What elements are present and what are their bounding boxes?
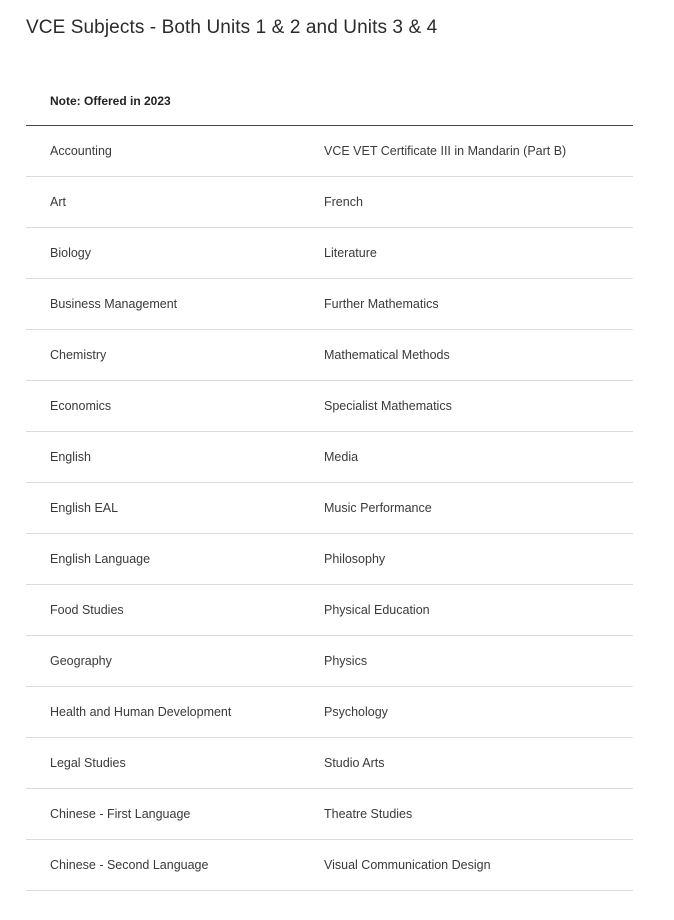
- subject-cell-left: Health and Human Development: [50, 705, 232, 719]
- table-row: [26, 177, 633, 228]
- table-row: [26, 738, 633, 789]
- subjects-table: [26, 76, 633, 891]
- subject-cell-left: Art: [50, 195, 66, 209]
- subject-cell-right: Studio Arts: [324, 756, 385, 770]
- table-row: [26, 126, 633, 177]
- subject-cell-right: Literature: [324, 246, 377, 260]
- subject-cell-right: Physical Education: [324, 603, 430, 617]
- subject-cell-right: Philosophy: [324, 552, 386, 566]
- table-row: [26, 279, 633, 330]
- subject-cell-right: Physics: [324, 654, 368, 668]
- table-row: [26, 534, 633, 585]
- page-title: VCE Subjects - Both Units 1 & 2 and Units 3 & 4: [26, 17, 438, 38]
- subject-cell-left: Food Studies: [50, 603, 124, 617]
- subject-cell-left: Business Management: [50, 297, 178, 311]
- table-row: [26, 330, 633, 381]
- table-body: [26, 126, 633, 891]
- subject-cell-right: Specialist Mathematics: [324, 399, 452, 413]
- subject-cell-right: French: [324, 195, 363, 209]
- subject-cell-left: English EAL: [50, 501, 119, 515]
- subject-cell-right: Further Mathematics: [324, 297, 439, 311]
- table-row: [26, 585, 633, 636]
- table-row: [26, 228, 633, 279]
- subject-cell-left: English: [50, 450, 91, 464]
- subject-cell-right: Theatre Studies: [324, 807, 413, 821]
- subject-cell-left: Chemistry: [50, 348, 107, 362]
- subject-cell-left: Chinese - First Language: [50, 807, 191, 821]
- table-row: [26, 432, 633, 483]
- subject-cell-left: Geography: [50, 654, 112, 668]
- subject-cell-right: Media: [324, 450, 359, 464]
- subject-cell-left: English Language: [50, 552, 151, 566]
- subject-cell-left: Chinese - Second Language: [50, 858, 209, 872]
- subject-cell-right: Psychology: [324, 705, 388, 719]
- table-row: [26, 687, 633, 738]
- table-row: [26, 483, 633, 534]
- header-note: Note: Offered in 2023: [50, 93, 171, 108]
- subject-cell-left: Legal Studies: [50, 756, 126, 770]
- subject-cell-right: Music Performance: [324, 501, 432, 515]
- subject-cell-right: Visual Communication Design: [324, 858, 491, 872]
- table-row: [26, 789, 633, 840]
- subject-cell-right: Mathematical Methods: [324, 348, 450, 362]
- subject-cell-left: Biology: [50, 246, 91, 260]
- table-row: [26, 840, 633, 891]
- subject-cell-left: Economics: [50, 399, 112, 413]
- subject-cell-left: Accounting: [50, 144, 112, 158]
- table-row: [26, 636, 633, 687]
- table-row: [26, 381, 633, 432]
- table-header: [26, 76, 633, 126]
- subject-cell-right: VCE VET Certificate III in Mandarin (Part B): [324, 144, 567, 158]
